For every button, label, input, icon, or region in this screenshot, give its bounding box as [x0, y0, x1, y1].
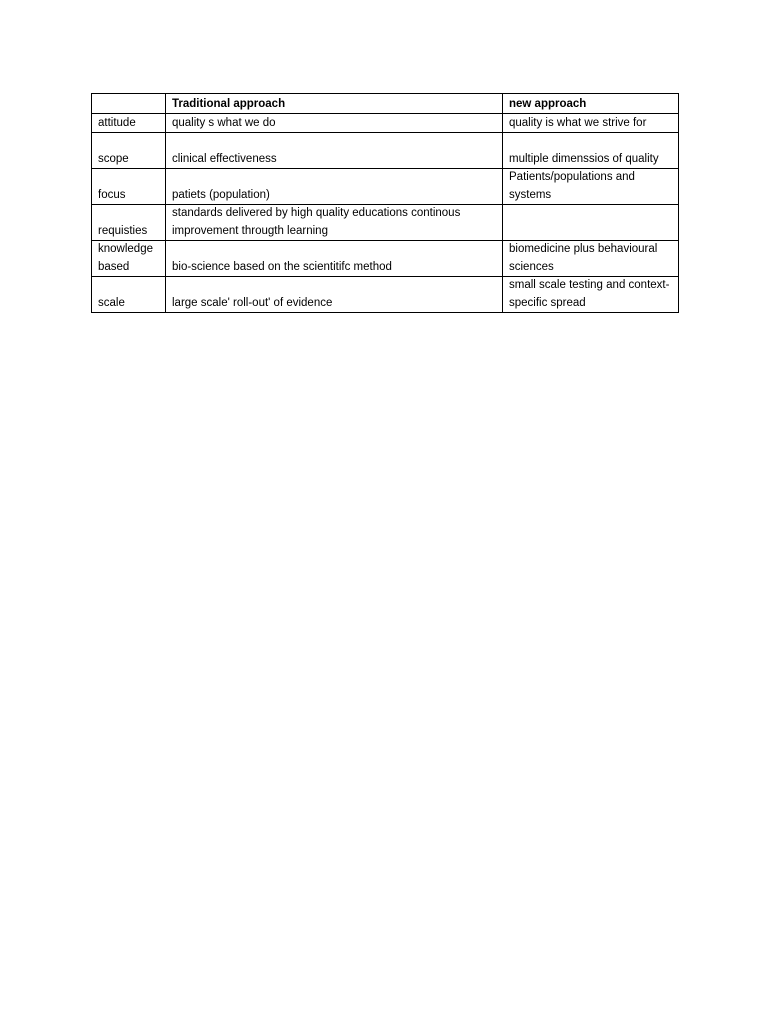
new-cell: biomedicine plus behavioural sciences [503, 241, 679, 277]
table-row [92, 169, 679, 205]
table-header-row [92, 94, 679, 114]
comparison-table [91, 93, 679, 313]
new-cell: multiple dimenssios of quality [503, 133, 679, 169]
traditional-cell: large scale' roll-out' of evidence [166, 277, 503, 313]
header-cell-new: new approach [503, 94, 679, 114]
table-row [92, 205, 679, 241]
new-cell [503, 205, 679, 241]
traditional-cell: standards delivered by high quality educations continous improvement througth learning [166, 205, 503, 241]
table-row [92, 133, 679, 169]
row-label: requisties [92, 205, 166, 241]
table-row [92, 277, 679, 313]
row-label: scope [92, 133, 166, 169]
new-cell: Patients/populations and systems [503, 169, 679, 205]
traditional-cell: patiets (population) [166, 169, 503, 205]
traditional-cell: quality s what we do [166, 114, 503, 133]
row-label: scale [92, 277, 166, 313]
table-row [92, 114, 679, 133]
new-cell: small scale testing and context-specific spread [503, 277, 679, 313]
traditional-cell: clinical effectiveness [166, 133, 503, 169]
row-label: focus [92, 169, 166, 205]
row-label: knowledge based [92, 241, 166, 277]
header-cell-empty [92, 94, 166, 114]
new-cell: quality is what we strive for [503, 114, 679, 133]
header-cell-traditional: Traditional approach [166, 94, 503, 114]
row-label: attitude [92, 114, 166, 133]
table-row [92, 241, 679, 277]
traditional-cell: bio-science based on the scientitifc method [166, 241, 503, 277]
